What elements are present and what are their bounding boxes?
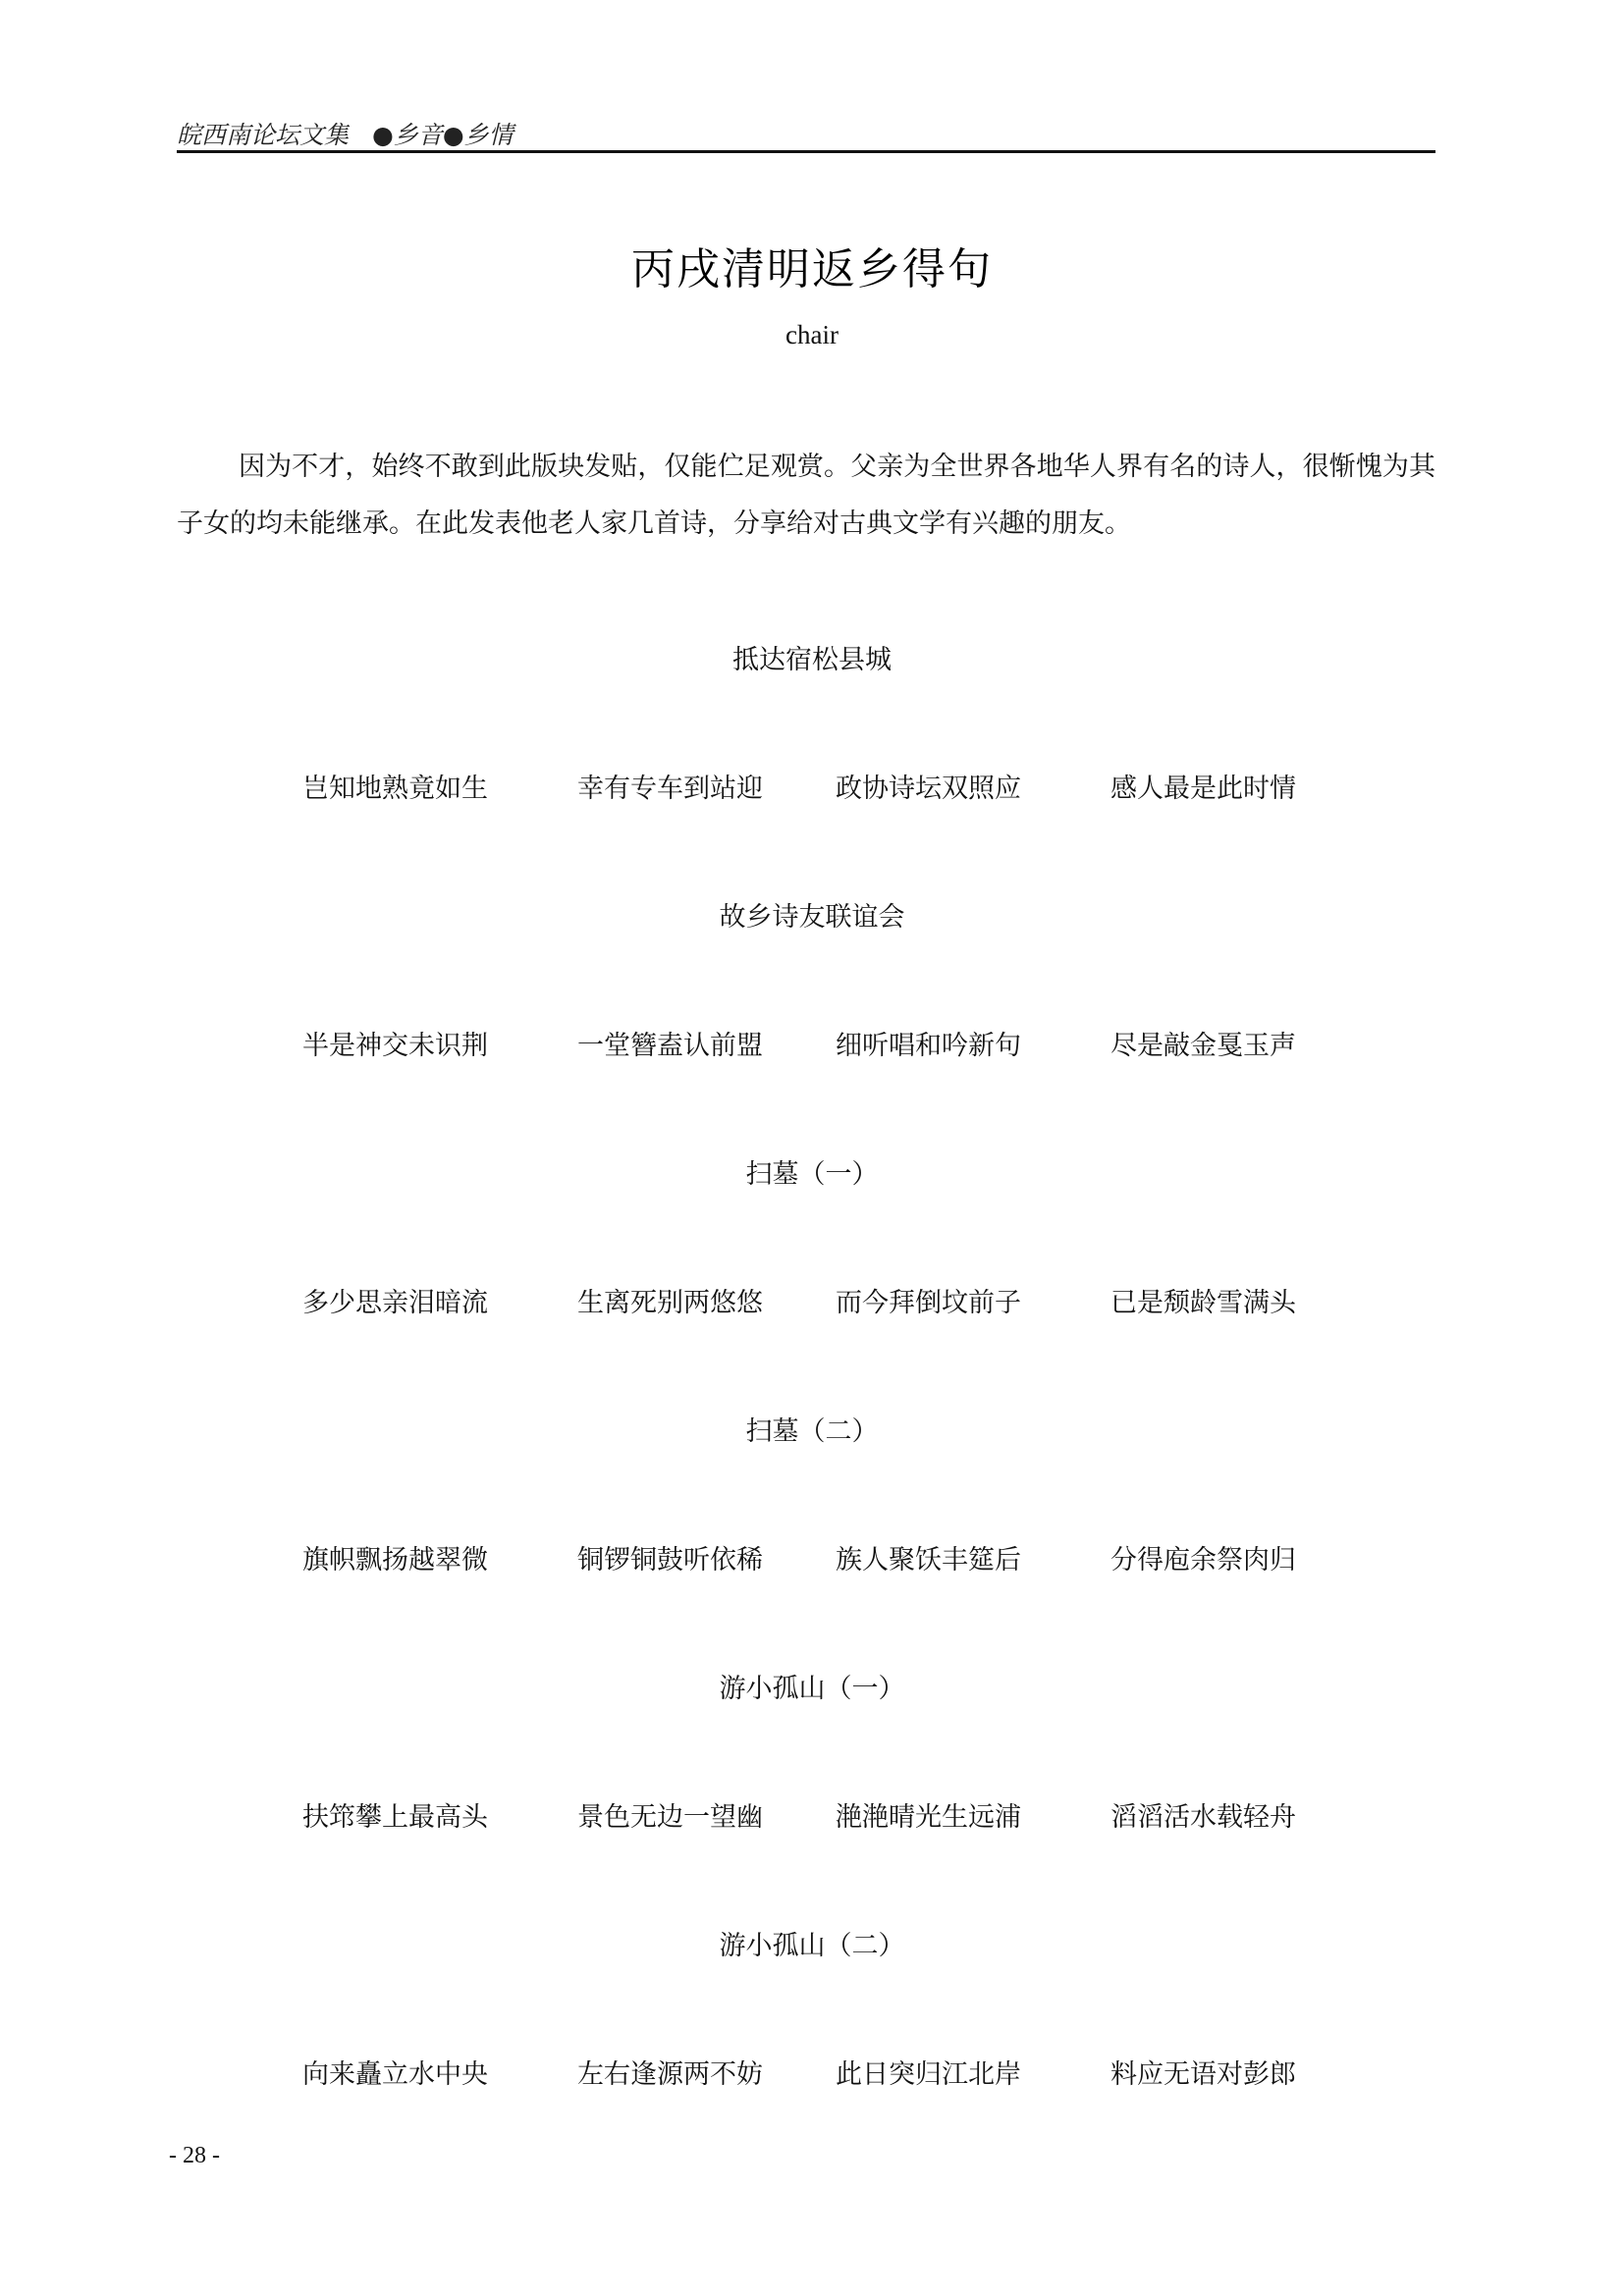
header-section: ●乡音●乡情	[372, 121, 514, 149]
poem-line	[0, 1538, 1624, 1574]
poem-phrase: 幸有专车到站迎	[577, 774, 763, 804]
poem-phrase: 族人聚饫丰筵后	[836, 1545, 1021, 1575]
poem-phrase: 旗帜飘扬越翠微	[302, 1545, 488, 1575]
poem-phrase: 料应无语对彭郎	[1110, 2059, 1296, 2090]
poem-title: 抵达宿松县城	[732, 645, 892, 675]
poem-phrase: 政协诗坛双照应	[836, 774, 1021, 804]
poem-phrase: 此日突归江北岸	[836, 2059, 1021, 2090]
poem-phrase: 生离死别两悠悠	[577, 1288, 763, 1318]
article-intro: 因为不才，始终不敢到此版块发贴，仅能伫足观赏。父亲为全世界各地华人界有名的诗人，很惭愧为其子女的均未能继承。在此发表他老人家几首诗，分享给对古典文学有兴趣的朋友。	[177, 452, 1435, 539]
poem-phrase: 多少思亲泪暗流	[302, 1288, 488, 1318]
poem-phrase: 滔滔活水载轻舟	[1110, 1802, 1296, 1833]
poem-line	[0, 1024, 1624, 1059]
poem-phrase: 一堂簪盍认前盟	[577, 1031, 763, 1061]
poem-phrase: 岂知地熟竟如生	[302, 774, 488, 804]
header-rule	[177, 150, 1435, 153]
poem-phrase: 分得庖余祭肉归	[1110, 1545, 1296, 1575]
poem-phrase: 尽是敲金戛玉声	[1110, 1031, 1296, 1061]
poem-phrase: 半是神交未识荆	[302, 1031, 488, 1061]
page-number: - 28 -	[169, 2143, 220, 2168]
poem-title: 游小孤山（一）	[719, 1674, 905, 1704]
poem-phrase: 感人最是此时情	[1110, 774, 1296, 804]
poem-phrase: 景色无边一望幽	[577, 1802, 763, 1833]
poem-title: 故乡诗友联谊会	[719, 902, 905, 933]
header-collection: 皖西南论坛文集	[177, 121, 350, 149]
poem-phrase: 已是颓龄雪满头	[1110, 1288, 1296, 1318]
poem-phrase: 细听唱和吟新句	[836, 1031, 1021, 1061]
poem-title: 扫墓（一）	[745, 1159, 879, 1190]
poem-phrase: 而今拜倒坟前子	[836, 1288, 1021, 1318]
poem-title: 游小孤山（二）	[719, 1931, 905, 1961]
poem-phrase: 扶筇攀上最高头	[302, 1802, 488, 1833]
poem-title: 扫墓（二）	[745, 1416, 879, 1447]
article-title: 丙戌清明返乡得句	[631, 244, 993, 294]
poem-line	[0, 2053, 1624, 2088]
running-header	[177, 116, 514, 151]
poem-line	[0, 1795, 1624, 1831]
article-author: chair	[785, 320, 839, 349]
poem-phrase: 向来矗立水中央	[302, 2059, 488, 2090]
poem-line	[0, 1281, 1624, 1316]
poem-phrase: 滟滟晴光生远浦	[836, 1802, 1021, 1833]
poem-phrase: 铜锣铜鼓听依稀	[577, 1545, 763, 1575]
poem-line	[0, 767, 1624, 802]
poem-phrase: 左右逢源两不妨	[577, 2059, 763, 2090]
